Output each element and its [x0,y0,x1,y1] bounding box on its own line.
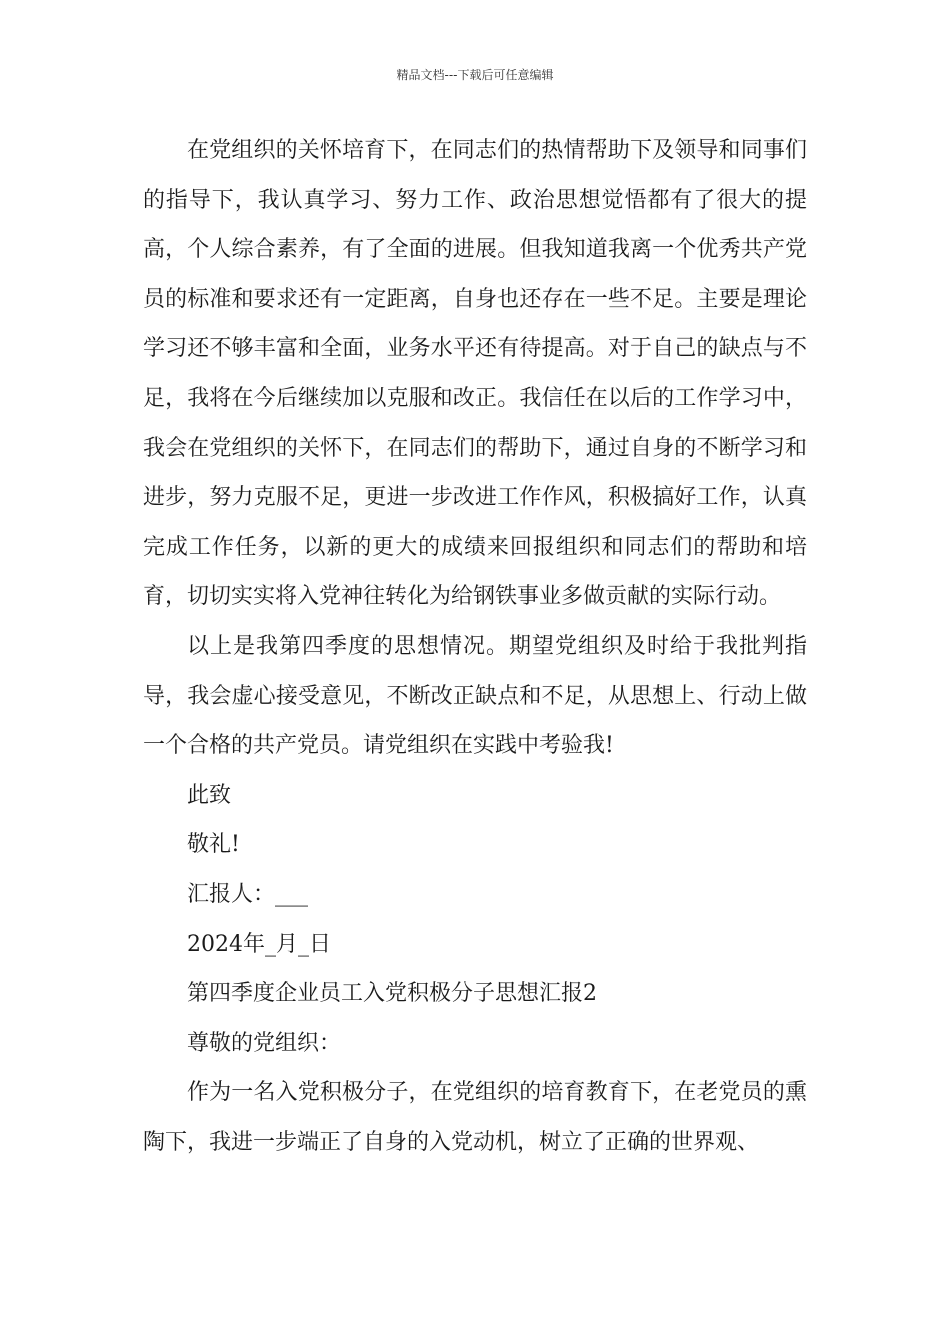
date-line: 2024年_月_日 [187,931,331,957]
reporter-line: 汇报人：___ [187,881,309,907]
body-paragraph: 作为一名入党积极分子，在党组织的培育教育下，在老党员的熏陶下，我进一步端正了自身的入党动机，树立了正确的世界观、 [143,1080,807,1155]
closing-line: 敬礼! [187,832,240,858]
document-body [143,126,807,1167]
body-paragraph: 在党组织的关怀培育下，在同志们的热情帮助下及领导和同事们的指导下，我认真学习、努力工作、政治思想觉悟都有了很大的提高，个人综合素养，有了全面的进展。但我知道我离一个优秀共产党员的标准和要求还有一定距离，自身也还存在一些不足。主要是理论学习还不够丰富和全面，业务水平还有待提高。对于自己的缺点与不足，我将在今后继续加以克服和改正。我信任在以后的工作学习中，我会在党组织的关怀下，在同志们的帮助下，通过自身的不断学习和进步，努力克服不足，更进一步改进工作作风，积极搞好工作，认真完成工作任务，以新的更大的成绩来回报组织和同志们的帮助和培育，切切实实将入党神往转化为给钢铁事业多做贡献的实际行动。 [143,138,807,610]
salutation: 尊敬的党组织： [187,1030,342,1056]
section-title: 第四季度企业员工入党积极分子思想汇报2 [187,981,597,1007]
closing-line: 此致 [187,782,232,808]
body-paragraph: 以上是我第四季度的思想情况。期望党组织及时给于我批判指导，我会虚心接受意见，不断改正缺点和不足，从思想上、行动上做一个合格的共产党员。请党组织在实践中考验我! [143,633,807,759]
page-header: 精品文档---下载后可任意编辑 [396,68,554,82]
